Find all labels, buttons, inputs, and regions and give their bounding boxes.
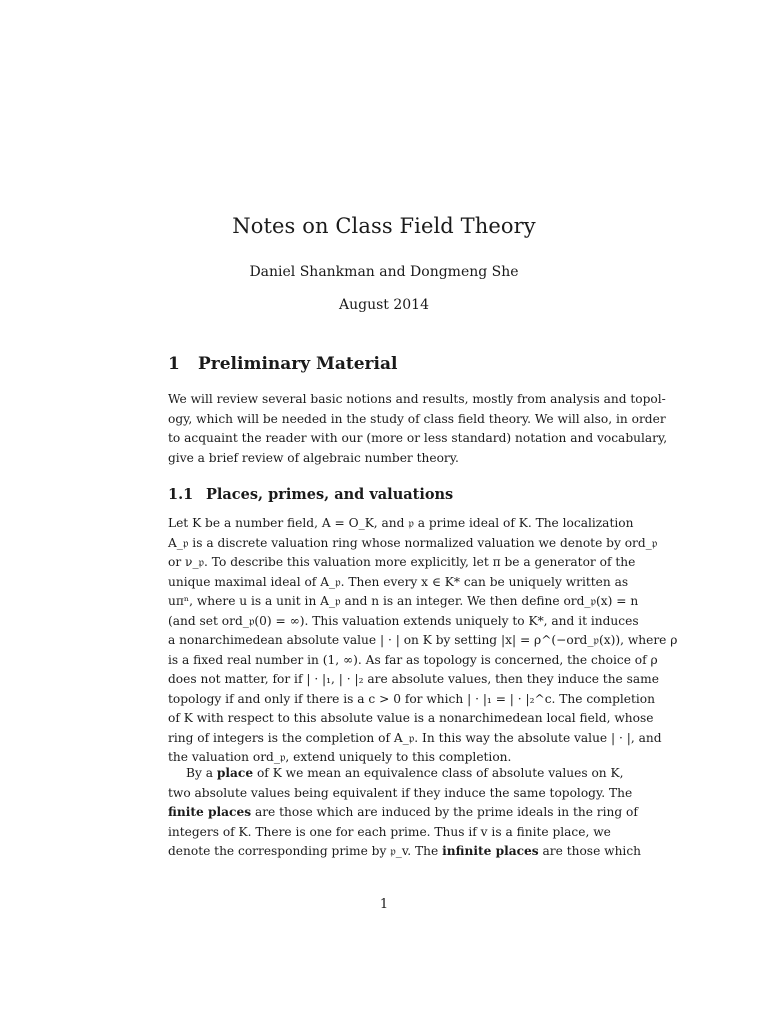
section-heading	[168, 354, 608, 374]
subsection-number: 1.1	[168, 486, 194, 503]
document-authors: Daniel Shankman and Dongmeng She	[249, 264, 519, 280]
section-number: 1	[168, 354, 180, 374]
term-place: place	[216, 766, 254, 780]
text-run: denote the corresponding prime by 𝔭_v. The	[168, 844, 443, 858]
text-line	[168, 803, 638, 823]
subsection-title: Places, primes, and valuations	[206, 486, 454, 503]
subsection-heading	[168, 486, 608, 503]
document-date: August 2014	[339, 297, 429, 313]
text-line: Let K be a number field, A = O_K, and 𝔭 a prime ideal of K. The localization	[168, 516, 634, 530]
text-line	[168, 842, 642, 862]
term-finite-places: finite places	[168, 805, 252, 819]
text-line: ogy, which will be needed in the study of class field theory. We will also, in order	[168, 411, 666, 426]
text-line: two absolute values being equivalent if they induce the same topology. The	[168, 785, 633, 800]
text-line: integers of K. There is one for each prime. Thus if v is a finite place, we	[168, 824, 611, 839]
section-title: Preliminary Material	[198, 354, 398, 374]
text-line: a nonarchimedean absolute value | · | on K by setting |x| = ρ^(−ord_𝔭(x)), where ρ	[168, 633, 678, 647]
text-line: uπⁿ, where u is a unit in A_𝔭 and n is an integer. We then define ord_𝔭(x) = n	[168, 594, 639, 608]
intro-paragraph	[168, 390, 668, 468]
text-run: By a	[186, 766, 217, 780]
text-line	[168, 764, 624, 784]
text-line: or ν_𝔭. To describe this valuation more explicitly, let π be a generator of the	[168, 555, 636, 569]
text-line: is a fixed real number in (1, ∞). As far as topology is concerned, the choice of ρ	[168, 652, 658, 667]
valuation-paragraph	[168, 514, 678, 768]
page-number: 1	[379, 897, 389, 912]
text-line: topology if and only if there is a c > 0 for which | · |₁ = | · |₂^c. The completion	[168, 691, 655, 706]
text-line: does not matter, for if | · |₁, | · |₂ are absolute values, then they induce the same	[168, 672, 659, 686]
document-title: Notes on Class Field Theory	[232, 214, 536, 238]
places-paragraph	[168, 764, 642, 862]
text-run: of K we mean an equivalence class of absolute values on K,	[253, 766, 624, 780]
text-line: the valuation ord_𝔭, extend uniquely to this completion.	[168, 750, 512, 764]
text-line: unique maximal ideal of A_𝔭. Then every x ∈ K* can be uniquely written as	[168, 574, 629, 589]
text-line: We will review several basic notions and results, mostly from analysis and topol-	[168, 392, 666, 406]
text-line: ring of integers is the completion of A_𝔭. In this way the absolute value | · |, and	[168, 730, 662, 745]
text-line: (and set ord_𝔭(0) = ∞). This valuation extends uniquely to K*, and it induces	[168, 613, 639, 628]
text-run: are those which	[538, 844, 642, 858]
text-line: of K with respect to this absolute value is a nonarchimedean local field, whose	[168, 711, 654, 725]
text-line: to acquaint the reader with our (more or less standard) notation and vocabulary,	[168, 431, 668, 445]
text-line: give a brief review of algebraic number theory.	[168, 450, 459, 465]
text-line: A_𝔭 is a discrete valuation ring whose normalized valuation we denote by ord_𝔭	[168, 535, 658, 550]
term-infinite-places: infinite places	[442, 844, 539, 858]
text-run: are those which are induced by the prime ideals in the ring of	[251, 805, 638, 819]
